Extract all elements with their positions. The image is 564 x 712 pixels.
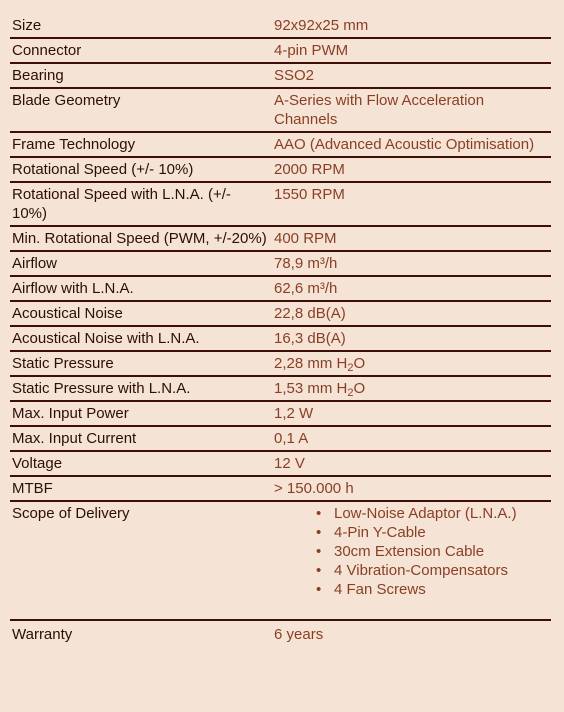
spec-value: 0,1 A [274, 430, 309, 447]
spec-value [274, 504, 551, 599]
spec-row [10, 477, 551, 502]
spec-row [10, 227, 551, 252]
spec-value-text: 1,53 mm H [274, 380, 348, 397]
spec-value: 62,6 m³/h [274, 280, 338, 297]
spec-label: Frame Technology [12, 136, 136, 153]
spec-value: SSO2 [274, 67, 315, 84]
spec-label: Static Pressure [12, 355, 114, 372]
spec-value: 78,9 m³/h [274, 255, 338, 272]
spec-label: Rotational Speed with L.N.A. (+/- 10%) [12, 186, 231, 222]
scope-list-item: • 4 Fan Screws [316, 580, 551, 599]
spec-row [10, 352, 551, 377]
spec-label: Warranty [12, 626, 73, 643]
spec-label: Static Pressure with L.N.A. [12, 380, 191, 397]
spec-label: Min. Rotational Speed (PWM, +/-20%) [12, 230, 267, 247]
spec-label: Bearing [12, 67, 64, 84]
scope-list [274, 504, 551, 599]
spec-label: Rotational Speed (+/- 10%) [12, 161, 194, 178]
spec-row [10, 183, 551, 227]
spec-row [10, 64, 551, 89]
spec-label: Airflow [12, 255, 58, 272]
spec-value-subscript: 2 [347, 387, 354, 399]
spec-label: Acoustical Noise with L.N.A. [12, 330, 200, 347]
spec-table [10, 14, 551, 646]
spec-value-subscript: 2 [347, 362, 354, 374]
spec-value-suffix: O [353, 355, 366, 372]
spec-row [10, 133, 551, 158]
spec-label: Voltage [12, 455, 63, 472]
spec-label: Blade Geometry [12, 92, 121, 109]
spec-value: > 150.000 h [274, 480, 354, 497]
spec-value-text: 2,28 mm H [274, 355, 348, 372]
spec-label: Scope of Delivery [12, 505, 130, 522]
spec-value: 92x92x25 mm [274, 17, 369, 34]
spec-label: Connector [12, 42, 82, 59]
spec-row [10, 302, 551, 327]
spec-value: A-Series with Flow Acceleration Channels [274, 92, 485, 128]
spec-row [10, 327, 551, 352]
spec-row [10, 377, 551, 402]
spec-row [10, 158, 551, 183]
scope-list-item: • 30cm Extension Cable [316, 542, 551, 561]
spec-row [10, 277, 551, 302]
spec-row [10, 252, 551, 277]
spec-row-scope-of-delivery [10, 502, 551, 621]
spec-value [274, 379, 551, 398]
spec-label: Airflow with L.N.A. [12, 280, 134, 297]
spec-value: 1550 RPM [274, 186, 345, 203]
spec-rows [10, 14, 551, 502]
spec-value [274, 354, 551, 373]
scope-list-item: • 4-Pin Y-Cable [316, 523, 551, 542]
spec-value: 400 RPM [274, 230, 337, 247]
spec-value: 22,8 dB(A) [274, 305, 346, 322]
spec-label: Acoustical Noise [12, 305, 123, 322]
spec-value: 16,3 dB(A) [274, 330, 346, 347]
spec-label: Size [12, 17, 42, 34]
scope-list-item: • Low-Noise Adaptor (L.N.A.) [316, 504, 551, 523]
spec-row [10, 452, 551, 477]
spec-row [10, 39, 551, 64]
spec-value: 4-pin PWM [274, 42, 349, 59]
spec-value: 1,2 W [274, 405, 314, 422]
spec-row [10, 89, 551, 133]
spec-label: Max. Input Current [12, 430, 137, 447]
spec-label: Max. Input Power [12, 405, 129, 422]
spec-row [10, 402, 551, 427]
spec-label: MTBF [12, 480, 53, 497]
spec-value: 2000 RPM [274, 161, 345, 178]
spec-row-warranty [10, 621, 551, 646]
spec-value: AAO (Advanced Acoustic Optimisation) [274, 136, 535, 153]
spec-value: 6 years [274, 626, 324, 643]
spec-value-suffix: O [353, 380, 366, 397]
spec-row [10, 427, 551, 452]
spec-row [10, 14, 551, 39]
scope-list-item: • 4 Vibration-Compensators [316, 561, 551, 580]
spec-value: 12 V [274, 455, 305, 472]
